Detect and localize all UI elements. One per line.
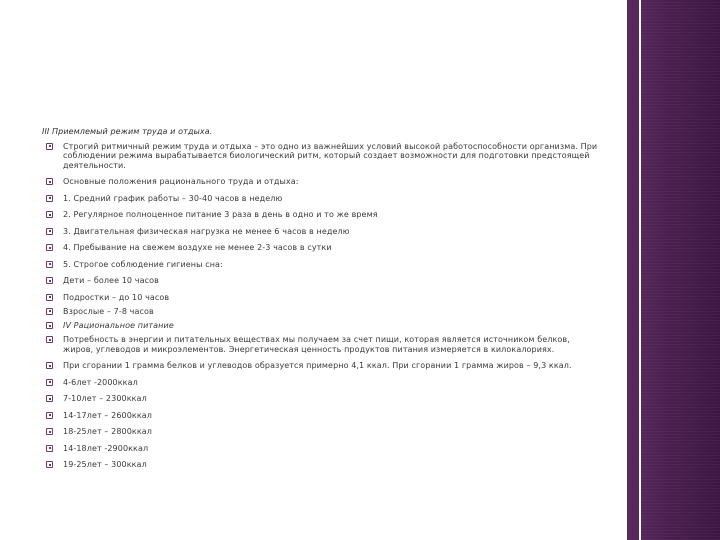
list-item [39, 293, 599, 303]
list-item [39, 177, 599, 187]
list-item-text: Строгий ритмичный режим труда и отдыха – это одно из важнейших условий высокой работоспособности организма. При соблюдении режима вырабатывается биологический ритм, который создает возможности для подготовки предстоящей деятельности. [63, 141, 598, 170]
list-item [39, 444, 599, 454]
slide-content [39, 127, 599, 477]
list-item [39, 210, 599, 220]
list-item [39, 276, 599, 286]
list-item-text: 19-25лет – 300ккал [63, 460, 147, 470]
bullet-icon [46, 461, 53, 468]
decorative-texture [641, 0, 720, 540]
list-item-text: При сгорании 1 грамма белков и углеводов образуется примерно 4,1 ккал. При сгорании 1 грамма жиров – 9,3 ккал. [63, 361, 572, 371]
bullet-icon [46, 178, 53, 185]
list-item-text: Дети – более 10 часов [63, 276, 159, 285]
list-item [39, 227, 599, 237]
list-item-text: 4. Пребывание на свежем воздухе не менее 2-3 часов в сутки [63, 243, 332, 252]
list-item-text: Подростки – до 10 часов [63, 292, 170, 302]
list-item [39, 260, 599, 270]
bullet-icon [46, 228, 53, 235]
bullet-icon [46, 308, 53, 315]
list-item [39, 378, 599, 388]
list-item-text: 14-17лет – 2600ккал [63, 410, 152, 420]
list-item [39, 194, 599, 204]
bullet-icon [46, 277, 53, 284]
list-item [39, 307, 599, 317]
bullet-icon [46, 362, 53, 369]
bullet-icon [46, 322, 53, 329]
bullet-icon [46, 445, 53, 452]
list-item-text: 2. Регулярное полноценное питание 3 раза в день в одно и то же время [63, 210, 378, 219]
list-item-text: Потребность в энергии и питательных веществах мы получаем за счет пищи, которая является источником белков, жиров, углеводов и микроэлементов. Энергетическая ценность продуктов питания измеряется в килокалориях. [63, 335, 570, 354]
list-item [39, 335, 599, 354]
bullet-icon [46, 395, 53, 402]
list-item [39, 427, 599, 437]
bullet-icon [46, 195, 53, 202]
list-item-text: 1. Средний график работы – 30-40 часов в неделю [63, 193, 283, 203]
bullet-icon [46, 294, 53, 301]
bullet-icon [46, 143, 53, 150]
bullet-icon [46, 244, 53, 251]
bullet-icon [46, 211, 53, 218]
list-item-text: 7-10лет – 2300ккал [63, 394, 147, 404]
list-item [39, 321, 599, 331]
section-heading: III Приемлемый режим труда и отдыха. [42, 127, 213, 136]
list-item-text: 14-18лет -2900ккал [63, 443, 149, 453]
bullet-icon [46, 261, 53, 268]
bullet-icon [46, 336, 53, 343]
list-item [39, 411, 599, 421]
list-item [39, 243, 599, 253]
list-item-text: 5. Строгое соблюдение гигиены сна: [63, 259, 223, 269]
list-item [39, 460, 599, 470]
bullet-icon [46, 412, 53, 419]
list-item-text: 4-6лет -2000ккал [63, 377, 138, 387]
list-item-text: 18-25лет – 2800ккал [63, 427, 152, 437]
bullet-icon [46, 379, 53, 386]
list-item-text: Основные положения рационального труда и отдыха: [63, 177, 299, 186]
list-item [39, 394, 599, 404]
decorative-divider [639, 0, 641, 540]
list-item [39, 142, 599, 171]
bullet-icon [46, 428, 53, 435]
list-item-text: Взрослые – 7-8 часов [63, 306, 154, 316]
list-item [39, 361, 599, 371]
list-item-text: IV Рациональное питание [63, 321, 174, 331]
list-item-text: 3. Двигательная физическая нагрузка не менее 6 часов в неделю [63, 226, 350, 236]
